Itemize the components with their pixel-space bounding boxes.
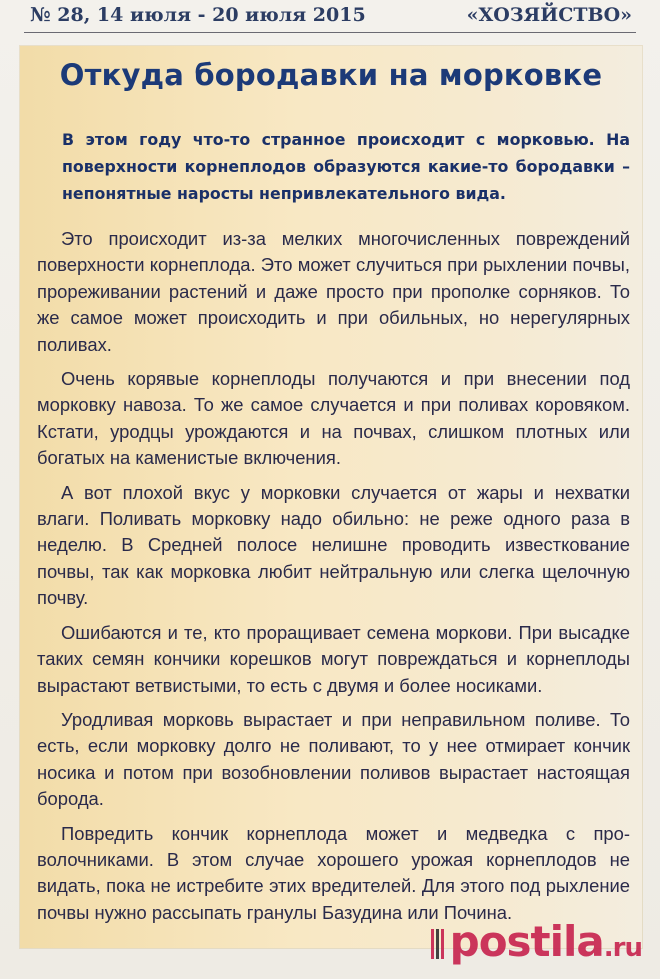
article-body xyxy=(37,226,630,934)
watermark-logo-icon xyxy=(431,920,446,969)
issue-date: № 28, 14 июля - 20 июля 2015 xyxy=(30,4,366,26)
paragraph-5: Уродливая морковь вырастает и при неправильном поливе. То есть, если морковку долго не поливают, то у нее отмирает кончик носика и потом при возобновлении поливов вырастает настоящая борода. xyxy=(37,708,630,810)
page-header xyxy=(0,0,660,34)
article-lead: В этом году что-то странное происходит с морковью. На поверхности корнеплодов образуются какие-то бородавки – непонятные наросты непривлекательного вида. xyxy=(62,130,630,203)
header-divider xyxy=(24,32,636,33)
paragraph-3: А вот плохой вкус у морковки случается от жары и нехватки влаги. Поливать морковку надо обильно: не реже одного раза в неделю. В Средней полосе нелишне проводить известкование почвы, так как морковка любит нейтральную или слегка щелочную почву. xyxy=(37,481,630,609)
article-title: Откуда бородавки на морковке xyxy=(59,58,603,92)
section-title: «ХОЗЯЙСТВО» xyxy=(466,4,632,26)
postila-watermark xyxy=(431,917,642,969)
article-block xyxy=(20,46,642,948)
paragraph-6: Повредить кончик корнеплода может и медведка с проволочниками. В этом случае хорошего урожая корнеплодов не видать, пока не истребите этих вредителей. Для этого под рыхление почвы нужно рассыпать гранулы Базудина или Почина. xyxy=(37,822,630,923)
watermark-text: postila xyxy=(449,917,604,966)
paragraph-2: Очень корявые корнеплоды получаются и при внесении под морковку навоза. То же самое случается и при поливах коровяком. Кстати, уродцы урождаются и на почвах, слишком плотных или богатых на каменистые включения. xyxy=(37,368,630,469)
paragraph-4: Ошибаются и те, кто проращивает семена моркови. При высадке таких семян кончики корешков могут повреждаться и корнеплоды вырастают ветвистыми, то есть с двумя и более носиками. xyxy=(37,621,630,696)
paragraph-1: Это происходит из-за мелких многочисленных повреждений поверхности корнеплода. Это может случиться при рыхлении почвы, прореживании растений и даже просто при прополке сорняков. То же самое может происходить и при обильных, но нерегулярных поливах. xyxy=(37,228,630,355)
watermark-suffix: .ru xyxy=(603,933,642,963)
